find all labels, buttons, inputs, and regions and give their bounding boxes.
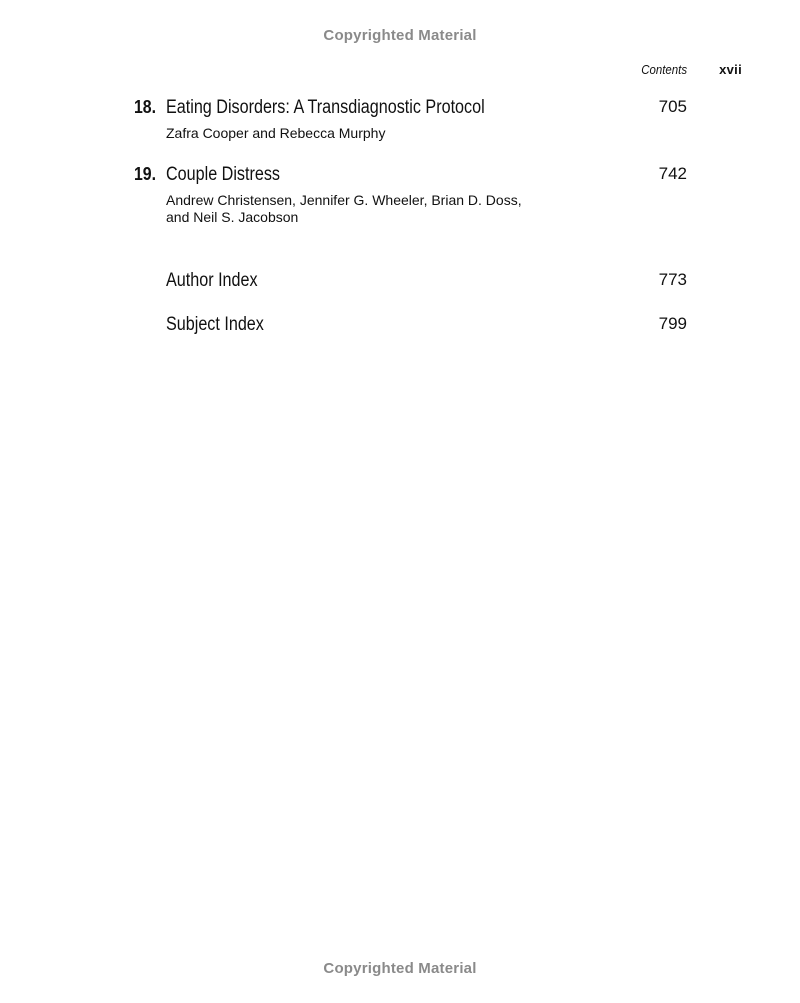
running-head-page-number: xvii — [719, 62, 742, 77]
index-title[interactable]: Author Index — [166, 270, 258, 291]
chapter-authors-line: Zafra Cooper and Rebecca Murphy — [166, 125, 386, 141]
chapter-number: 18. — [134, 97, 157, 117]
chapter-page-number: 705 — [658, 97, 687, 116]
chapter-authors-line: Andrew Christensen, Jennifer G. Wheeler, Brian D. Doss, — [166, 192, 522, 208]
index-page-number: 773 — [658, 270, 687, 289]
copyright-watermark-bottom: Copyrighted Material — [323, 960, 477, 977]
index-title[interactable]: Subject Index — [166, 314, 264, 335]
chapter-number: 19. — [134, 164, 157, 184]
chapter-authors — [166, 192, 546, 226]
chapter-authors — [166, 125, 546, 142]
copyright-watermark-top: Copyrighted Material — [323, 27, 477, 44]
chapter-authors-line: and Neil S. Jacobson — [166, 209, 299, 225]
index-page-number: 799 — [658, 314, 687, 333]
chapter-page-number: 742 — [658, 164, 687, 183]
chapter-title[interactable]: Couple Distress — [166, 164, 280, 185]
chapter-title[interactable]: Eating Disorders: A Transdiagnostic Protocol — [166, 97, 485, 118]
running-head-section: Contents — [641, 62, 687, 77]
running-head — [0, 62, 800, 80]
